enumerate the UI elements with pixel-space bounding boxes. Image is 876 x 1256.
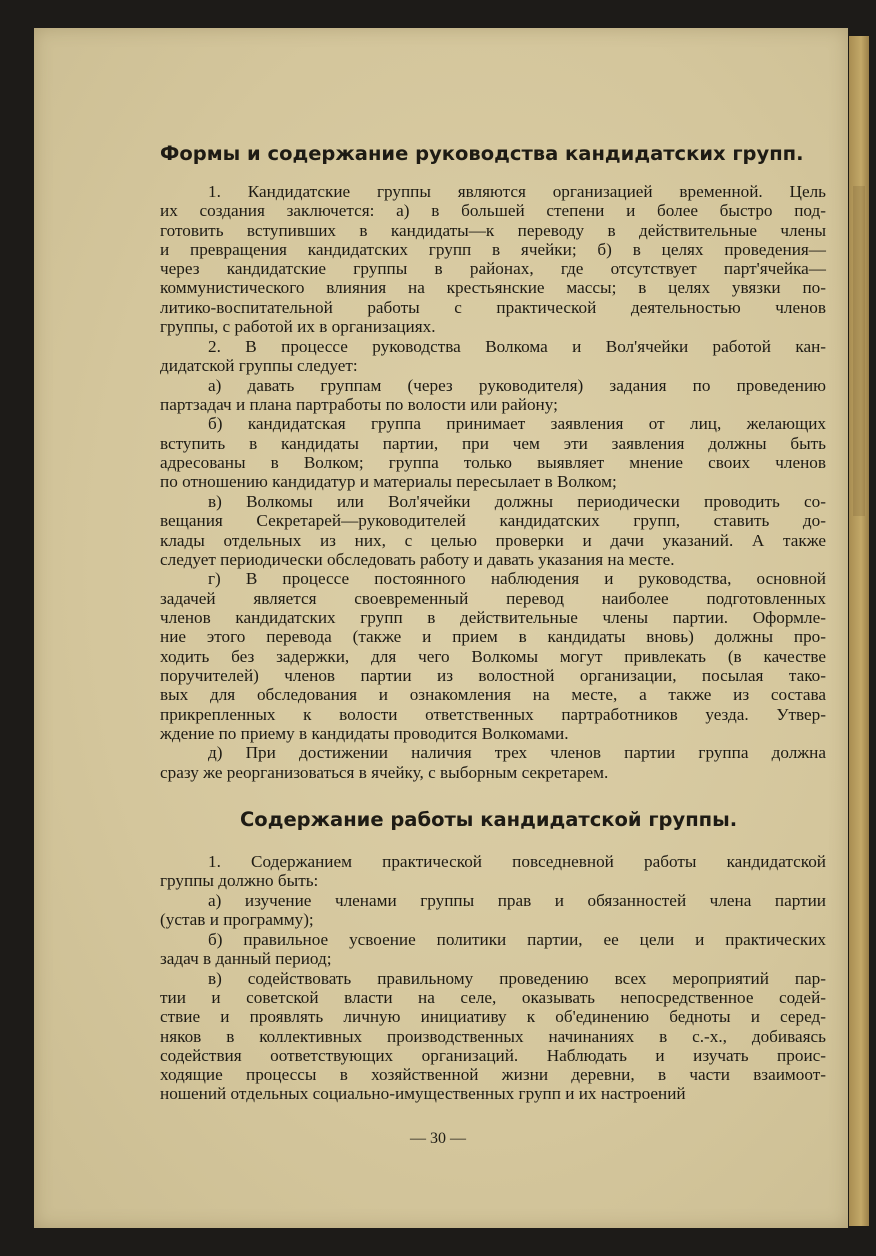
paragraph [160, 337, 826, 376]
paragraph [160, 492, 826, 569]
text-line: ходящие процессы в хозяйственной жизни деревни, в части взаимоот- [160, 1065, 826, 1085]
text-line: содействия оответствующих организаций. Наблюдать и изучать проис- [160, 1045, 826, 1065]
text-line: вых для обследования и ознакомления на месте, а также из состава [160, 685, 826, 705]
text-line: б) правильное усвоение политики партии, ее цели и практических [208, 929, 826, 949]
text-line: в) содействовать правильному проведению всех мероприятий пар- [208, 968, 826, 988]
text-line: следует периодически обследовать работу и давать указания на месте. [160, 549, 675, 569]
text-line: задачей является своевременный перевод наиболее подготовленных [160, 588, 826, 608]
paragraph [160, 852, 826, 891]
text-line: ношений отдельных социально-имущественных групп и их настроений [160, 1084, 686, 1104]
text-line: г) В процессе постоянного наблюдения и руководства, основной [208, 569, 826, 589]
text-line: группы, с работой их в организациях. [160, 317, 436, 337]
text-line: готовить вступивших в кандидаты—к переводу в действительные члены [160, 220, 826, 240]
text-line: задач в данный период; [160, 949, 332, 969]
text-line: а) давать группам (через руководителя) задания по проведению [208, 375, 826, 395]
text-line: клады отдельных из них, с целью проверки и дачи указаний. А также [160, 530, 826, 550]
text-line: адресованы в Волком; группа только выявляет мнение своих членов [160, 453, 826, 473]
paragraph [160, 930, 826, 969]
text-line: ходить без задержки, для чего Волкомы могут привлекать (в качестве [160, 646, 826, 666]
adjacent-page-edge [849, 36, 869, 1226]
section-forms [160, 182, 826, 782]
text-line: 2. В процессе руководства Волкома и Вол'ячейки работой кан- [208, 336, 826, 356]
text-line: членов кандидатских групп в действительные члены партии. Оформле- [160, 608, 826, 628]
text-line: (устав и программу); [160, 910, 314, 930]
text-line: 1. Кандидатские группы являются организацией временной. Цель [208, 182, 826, 201]
text-line: в) Волкомы или Вол'ячейки должны периодически проводить со- [208, 491, 826, 511]
section-work-content [160, 852, 826, 1104]
text-line: а) изучение членами группы прав и обязанностей члена партии [208, 890, 826, 910]
text-line: д) При достижении наличия трех членов партии группа должна [208, 743, 826, 763]
text-line: партзадач и плана партработы по волости или району; [160, 394, 558, 414]
paragraph [160, 182, 826, 336]
text-line: прикрепленных к волости ответственных партработников уезда. Утвер- [160, 704, 826, 724]
text-line: и превращения кандидатских групп в ячейки; б) в целях проведения— [160, 239, 826, 259]
text-line: ние этого перевода (также и прием в кандидаты вновь) должны про- [160, 627, 826, 647]
paragraph [160, 569, 826, 743]
text-line: литико-воспитательной работы с практической деятельностью членов [160, 297, 826, 317]
page-text [160, 126, 826, 1104]
text-line: тии и советской власти на селе, оказывать непосредственное содей- [160, 987, 826, 1007]
text-line: поручителей) членов партии из волостной организации, посылая тако- [160, 665, 826, 685]
text-line: вещания Секретарей—руководителей кандидатских групп, ставить до- [160, 511, 826, 531]
paragraph [160, 891, 826, 930]
text-line: 1. Содержанием практической повседневной работы кандидатской [208, 851, 826, 871]
text-line: группы должно быть: [160, 871, 319, 891]
text-line: их создания заключется: а) в большей степени и более быстро под- [160, 201, 826, 221]
text-line: через кандидатские группы в районах, где отсутствует парт'ячейка— [160, 259, 826, 279]
paragraph [160, 414, 826, 491]
paragraph [160, 376, 826, 415]
text-line: коммунистического влияния на крестьянские массы; в целях увязки по- [160, 278, 826, 298]
heading-work-content: Содержание работы кандидатской группы. [240, 807, 738, 831]
heading-forms-and-content: Формы и содержание руководства кандидатских групп. [160, 142, 804, 165]
paragraph [160, 969, 826, 1104]
page-number: — 30 — [410, 1130, 466, 1147]
text-line: б) кандидатская группа принимает заявления от лиц, желающих [208, 414, 826, 434]
text-line: ждение по приему в кандидаты проводится Волкомами. [160, 723, 569, 743]
paragraph [160, 743, 826, 782]
text-line: сразу же реорганизоваться в ячейку, с выборным секретарем. [160, 762, 609, 782]
text-line: вступить в кандидаты партии, при чем эти заявления должны быть [160, 433, 826, 453]
text-line: няков в коллективных производственных начинаниях в с.-х., добиваясь [160, 1026, 826, 1046]
text-line: дидатской группы следует: [160, 355, 358, 375]
text-line: ствие и проявлять личную инициативу к об'единению бедноты и серед- [160, 1007, 826, 1027]
text-line: по отношению кандидатур и материалы пересылает в Волком; [160, 472, 617, 492]
